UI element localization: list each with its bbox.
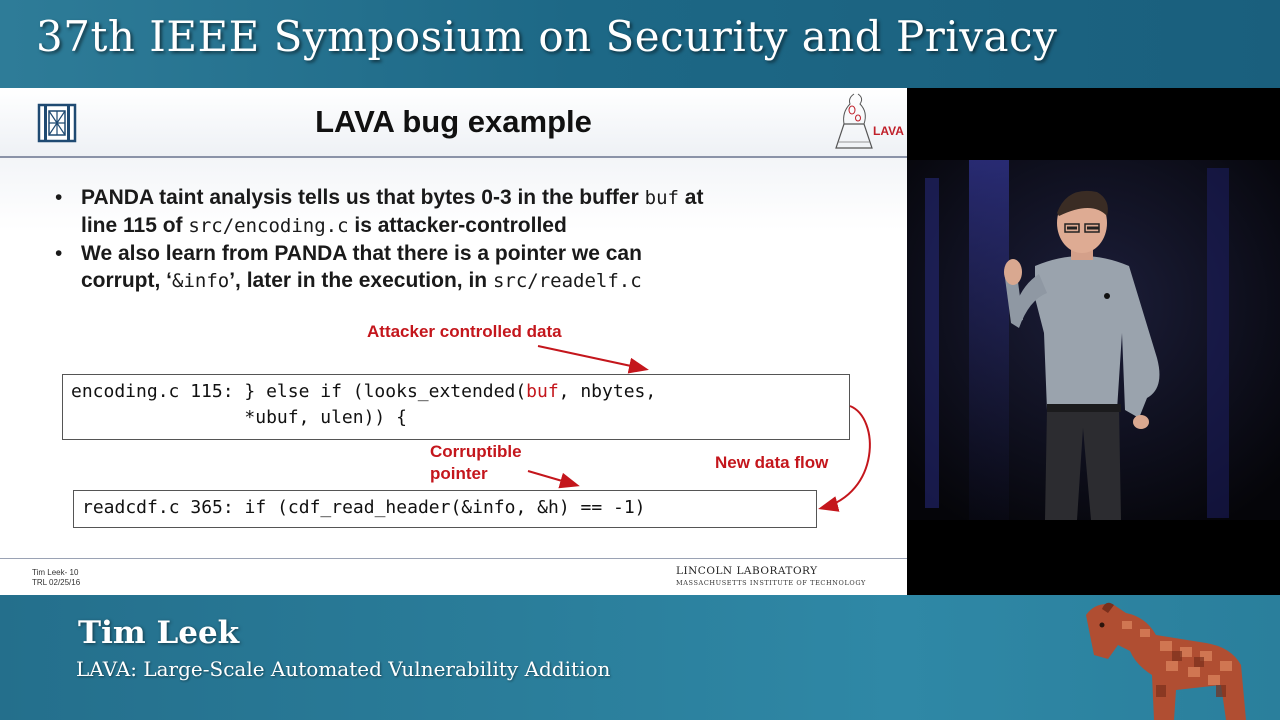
code-block-encoding: encoding.c 115: } else if (looks_extended(buf, nbytes, *ubuf, ulen)) { [62,374,850,440]
code-readelf-path: src/readelf.c [492,270,642,292]
bullet-item-taint: • PANDA taint analysis tells us that bytes 0-3 in the buffer buf at line 115 of src/encoding.c is attacker-controlled [55,186,704,237]
speaker-figure [907,88,1280,595]
slide-title: LAVA bug example [315,104,592,139]
footer-lab-name: LINCOLN LABORATORY [676,565,818,577]
code-highlight-buf: buf [526,381,559,402]
code-block-readcdf: readcdf.c 365: if (cdf_read_header(&info, &h) == -1) [73,490,817,528]
presentation-slide [0,88,907,595]
lower-third-banner [0,595,1280,720]
lava-lamp-logo-icon [828,90,907,152]
talk-title: LAVA: Large-Scale Automated Vulnerability Addition [76,657,611,681]
slide-footer [0,558,907,595]
speaker-name: Tim Leek [78,615,240,651]
code-info: &info [172,270,230,292]
top-banner [0,0,1280,88]
speaker-video-feed [907,88,1280,595]
slide-header [0,88,907,158]
trojan-horse-icon [1056,595,1280,720]
footer-author: Tim Leek- 10 TRL 02/25/16 [32,568,81,587]
bullet-item-pointer: • We also learn from PANDA that there is a pointer we can corrupt, ‘&info’, later in the execution, in src/readelf.c [55,242,642,292]
bullet-dot-icon: • [55,242,63,265]
corruptible-pointer-label: Corruptible pointer [430,442,522,483]
attacker-controlled-label: Attacker controlled data [367,322,562,341]
lava-logo-text: LAVA [873,124,904,138]
bullet-list [55,184,855,295]
code-buf: buf [644,187,679,209]
code-encoding-path: src/encoding.c [188,215,349,237]
bullet-dot-icon: • [55,186,63,209]
conference-title: 37th IEEE Symposium on Security and Privacy [36,12,1058,61]
new-data-flow-label: New data flow [715,453,829,472]
footer-lab-subtitle: MASSACHUSETTS INSTITUTE OF TECHNOLOGY [676,579,866,587]
slide-body [0,158,907,558]
